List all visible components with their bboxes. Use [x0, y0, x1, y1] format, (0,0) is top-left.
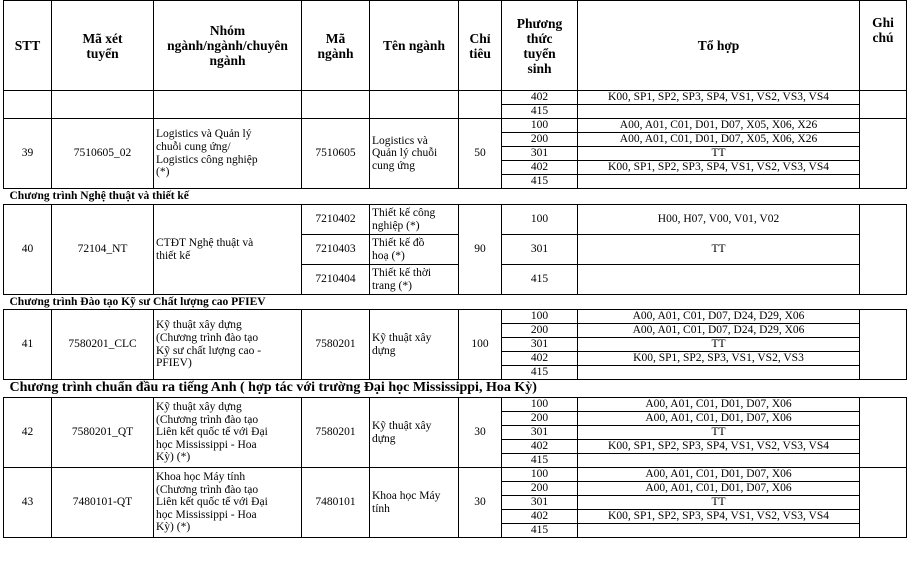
- cell-note: [860, 205, 907, 295]
- cell-combo: K00, SP1, SP2, SP3, SP4, VS1, VS2, VS3, VS4: [578, 510, 860, 524]
- cell-method: 415: [502, 454, 578, 468]
- cell-combo: TT: [578, 147, 860, 161]
- cell-combo: TT: [578, 426, 860, 440]
- cell-ma-nganh: 7210402: [302, 205, 370, 235]
- header-chi-tieu: Chỉ tiêu: [459, 1, 502, 91]
- header-row: [4, 1, 907, 91]
- cell-method: 100: [502, 468, 578, 482]
- cell-empty: [52, 91, 154, 119]
- cell-combo: K00, SP1, SP2, SP3, SP4, VS1, VS2, VS3, VS4: [578, 161, 860, 175]
- cell-combo: A00, A01, C01, D01, D07, X05, X06, X26: [578, 133, 860, 147]
- section-title: Chương trình Đào tạo Kỹ sư Chất lượng cao PFIEV: [4, 295, 907, 310]
- header-phuong-thuc: Phương thức tuyển sinh: [502, 1, 578, 91]
- cell-ma-nganh: 7580201: [302, 310, 370, 380]
- table-row: [4, 205, 907, 235]
- cell-note: [860, 91, 907, 119]
- cell-combo: A00, A01, C01, D01, D07, X06: [578, 398, 860, 412]
- cell-stt: 43: [4, 468, 52, 538]
- cell-ma-xet: 7480101-QT: [52, 468, 154, 538]
- cell-nhom: Khoa học Máy tính (Chương trình đào tạo Liên kết quốc tế với Đại học Mississippi - Hoa Kỳ) (*): [154, 468, 302, 538]
- cell-note: [860, 310, 907, 380]
- cell-stt: 42: [4, 398, 52, 468]
- cell-ten-nganh: Thiết kế đồ hoạ (*): [370, 235, 459, 265]
- cell-combo: K00, SP1, SP2, SP3, VS1, VS2, VS3: [578, 352, 860, 366]
- cell-combo: [578, 175, 860, 189]
- cell-chi-tieu: 90: [459, 205, 502, 295]
- header-stt: STT: [4, 1, 52, 91]
- header-to-hop: Tổ hợp: [578, 1, 860, 91]
- cell-stt: 39: [4, 119, 52, 189]
- cell-combo: [578, 454, 860, 468]
- cell-method: 100: [502, 205, 578, 235]
- header-ten-nganh: Tên ngành: [370, 1, 459, 91]
- cell-ma-xet: 7580201_QT: [52, 398, 154, 468]
- cell-combo: TT: [578, 496, 860, 510]
- cell-combo: A00, A01, C01, D07, D24, D29, X06: [578, 310, 860, 324]
- cell-combo: H00, H07, V00, V01, V02: [578, 205, 860, 235]
- cell-ten-nganh: Thiết kế công nghiệp (*): [370, 205, 459, 235]
- cell-method: 402: [502, 440, 578, 454]
- cell-chi-tieu: 50: [459, 119, 502, 189]
- cell-ten-nganh: Thiết kế thời trang (*): [370, 265, 459, 295]
- cell-chi-tieu: 30: [459, 468, 502, 538]
- table-row: [4, 310, 907, 324]
- cell-ma-nganh: 7580201: [302, 398, 370, 468]
- cell-nhom: Kỹ thuật xây dựng (Chương trình đào tạo Kỹ sư chất lượng cao - PFIEV): [154, 310, 302, 380]
- cell-ten-nganh: Logistics và Quản lý chuỗi cung ứng: [370, 119, 459, 189]
- cell-method: 415: [502, 105, 578, 119]
- cell-nhom: Kỹ thuật xây dựng (Chương trình đào tạo Liên kết quốc tế với Đại học Mississippi - Hoa Kỳ) (*): [154, 398, 302, 468]
- cell-ma-nganh: 7510605: [302, 119, 370, 189]
- cell-combo: [578, 524, 860, 538]
- cell-combo: TT: [578, 235, 860, 265]
- cell-combo: [578, 265, 860, 295]
- cell-method: 301: [502, 338, 578, 352]
- cell-method: 402: [502, 510, 578, 524]
- admission-table: [3, 0, 907, 538]
- header-ghi-chu: Ghi chú: [860, 1, 907, 91]
- cell-method: 301: [502, 147, 578, 161]
- cell-method: 301: [502, 496, 578, 510]
- cell-method: 100: [502, 310, 578, 324]
- cell-ma-nganh: 7480101: [302, 468, 370, 538]
- cell-ten-nganh: Kỹ thuật xây dựng: [370, 310, 459, 380]
- table-row: [4, 91, 907, 105]
- cell-chi-tieu: 30: [459, 398, 502, 468]
- cell-combo: A00, A01, C01, D07, D24, D29, X06: [578, 324, 860, 338]
- cell-method: 415: [502, 366, 578, 380]
- cell-method: 415: [502, 175, 578, 189]
- cell-combo: [578, 105, 860, 119]
- cell-note: [860, 398, 907, 468]
- cell-ma-xet: 7510605_02: [52, 119, 154, 189]
- section-title: Chương trình chuẩn đầu ra tiếng Anh ( hợp tác với trường Đại học Mississippi, Hoa Kỳ): [4, 380, 907, 398]
- cell-note: [860, 119, 907, 189]
- cell-note: [860, 468, 907, 538]
- cell-ten-nganh: Khoa học Máy tính: [370, 468, 459, 538]
- cell-combo: A00, A01, C01, D01, D07, X06: [578, 468, 860, 482]
- table-row: [4, 468, 907, 482]
- cell-method: 200: [502, 412, 578, 426]
- cell-combo: A00, A01, C01, D01, D07, X05, X06, X26: [578, 119, 860, 133]
- cell-combo: [578, 366, 860, 380]
- header-ma-nganh: Mã ngành: [302, 1, 370, 91]
- cell-combo: A00, A01, C01, D01, D07, X06: [578, 482, 860, 496]
- cell-empty: [4, 91, 52, 119]
- table-row: [4, 119, 907, 133]
- section-title: Chương trình Nghệ thuật và thiết kế: [4, 189, 907, 205]
- section-row: [4, 380, 907, 398]
- cell-stt: 40: [4, 205, 52, 295]
- cell-method: 402: [502, 161, 578, 175]
- cell-combo: TT: [578, 338, 860, 352]
- cell-method: 402: [502, 352, 578, 366]
- cell-method: 200: [502, 324, 578, 338]
- header-nhom-nganh: Nhóm ngành/ngành/chuyên ngành: [154, 1, 302, 91]
- cell-ma-xet: 72104_NT: [52, 205, 154, 295]
- section-row: [4, 189, 907, 205]
- cell-method: 200: [502, 482, 578, 496]
- cell-method: 301: [502, 426, 578, 440]
- cell-method: 415: [502, 524, 578, 538]
- cell-ten-nganh: Kỹ thuật xây dựng: [370, 398, 459, 468]
- cell-ma-nganh: 7210403: [302, 235, 370, 265]
- cell-nhom: Logistics và Quản lý chuỗi cung ứng/ Logistics công nghiệp (*): [154, 119, 302, 189]
- cell-combo: K00, SP1, SP2, SP3, SP4, VS1, VS2, VS3, VS4: [578, 91, 860, 105]
- cell-chi-tieu: 100: [459, 310, 502, 380]
- cell-empty: [459, 91, 502, 119]
- cell-stt: 41: [4, 310, 52, 380]
- cell-empty: [154, 91, 302, 119]
- cell-combo: A00, A01, C01, D01, D07, X06: [578, 412, 860, 426]
- cell-nhom: CTĐT Nghệ thuật và thiết kế: [154, 205, 302, 295]
- cell-method: 402: [502, 91, 578, 105]
- section-row: [4, 295, 907, 310]
- cell-method: 301: [502, 235, 578, 265]
- cell-method: 100: [502, 119, 578, 133]
- table-row: [4, 398, 907, 412]
- cell-empty: [302, 91, 370, 119]
- cell-method: 100: [502, 398, 578, 412]
- cell-method: 200: [502, 133, 578, 147]
- cell-method: 415: [502, 265, 578, 295]
- cell-ma-nganh: 7210404: [302, 265, 370, 295]
- cell-combo: K00, SP1, SP2, SP3, SP4, VS1, VS2, VS3, VS4: [578, 440, 860, 454]
- header-ma-xet-tuyen: Mã xét tuyển: [52, 1, 154, 91]
- cell-ma-xet: 7580201_CLC: [52, 310, 154, 380]
- cell-empty: [370, 91, 459, 119]
